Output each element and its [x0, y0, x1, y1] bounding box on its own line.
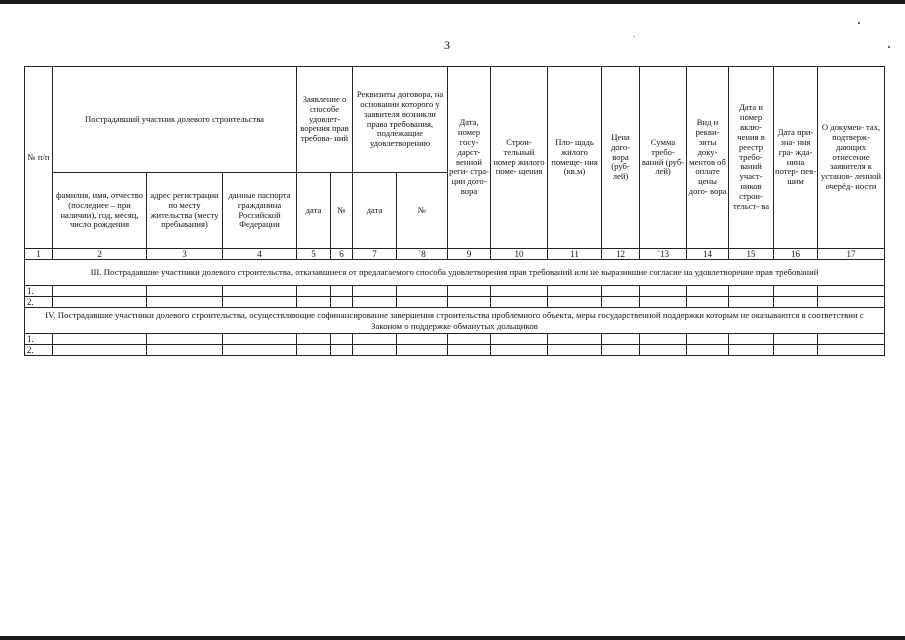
col-header-fio: фамилия, имя, отчество (последнее – при наличии), год, месяц, число рождения	[53, 173, 147, 249]
scan-edge-top	[0, 0, 905, 4]
column-number: `13	[640, 249, 687, 260]
column-number: 14	[687, 249, 729, 260]
column-number: 2	[53, 249, 147, 260]
column-number: 17	[818, 249, 885, 260]
column-number: 9	[448, 249, 491, 260]
scan-speck	[888, 46, 890, 48]
col-header-queue-docs: О докумен- тах, подтверж- дающих отнесение заявителя к установ- ленной очерёд- ности	[818, 67, 885, 249]
row-number: 2.	[25, 345, 53, 356]
scan-edge-bottom	[0, 636, 905, 640]
column-number: 10	[491, 249, 548, 260]
column-number: 11	[548, 249, 602, 260]
column-number: 7	[353, 249, 397, 260]
column-number: 3	[147, 249, 223, 260]
scan-speck	[634, 36, 635, 37]
row-number: 1.	[25, 286, 53, 297]
header-row-1	[25, 67, 885, 173]
table-row	[25, 286, 885, 297]
section-header-row	[25, 308, 885, 334]
column-number: 5	[297, 249, 331, 260]
column-number: 12	[602, 249, 640, 260]
col-header-claim-sum: Сумма требо- ваний (руб- лей)	[640, 67, 687, 249]
table-row	[25, 297, 885, 308]
column-number: 6	[331, 249, 353, 260]
col-header-app-date: дата	[297, 173, 331, 249]
scan-speck	[858, 22, 860, 24]
col-header-passport: данные паспорта гражданина Российской Федерации	[223, 173, 297, 249]
col-header-number: № п/п	[25, 67, 53, 249]
column-number-row	[25, 249, 885, 260]
column-number: 16	[774, 249, 818, 260]
registry-table	[24, 66, 885, 356]
col-header-recognition: Дата при- зна- ния гра- жда- нина потер- пев- шим	[774, 67, 818, 249]
col-header-contract-date: дата	[353, 173, 397, 249]
column-number: 1	[25, 249, 53, 260]
column-number: `8	[397, 249, 448, 260]
col-header-application: Заявление о способе удовлет- ворения прав требова- ний	[297, 67, 353, 173]
col-header-contract-number: №	[397, 173, 448, 249]
col-header-price: Цена дого- вора (руб- лей)	[602, 67, 640, 249]
table-row	[25, 345, 885, 356]
col-header-participant: Пострадавший участник долевого строительства	[53, 67, 297, 173]
column-number: 4	[223, 249, 297, 260]
row-number: 1.	[25, 334, 53, 345]
col-header-registration: Дата, номер госу- дарст- венной реги- стра- ции дого- вора	[448, 67, 491, 249]
col-header-registry: Дата и номер вклю- чения в реестр требо- ваний участ- ников строи- тельст- ва	[729, 67, 774, 249]
row-number: 2.	[25, 297, 53, 308]
section-title-iii: III. Пострадавшие участники долевого строительства, отказавшиеся от предлагаемого способа удовлетворения прав требований или не выразившие согласие на удовлетворение прав требований	[25, 260, 885, 286]
col-header-payment-docs: Вид и рекви- зиты доку- ментов об оплате цены дого- вора	[687, 67, 729, 249]
col-header-contract: Реквизиты договора, на основании которого у заявителя возникли права требования, подлежащие удовлетворению	[353, 67, 448, 173]
table-row	[25, 334, 885, 345]
col-header-app-number: №	[331, 173, 353, 249]
col-header-area: Пло- щадь жилого помеще- ния (кв.м)	[548, 67, 602, 249]
col-header-address: адрес регистрации по месту жительства (месту пребывания)	[147, 173, 223, 249]
section-header-row	[25, 260, 885, 286]
col-header-build-number: Строи- тельный номер жилого поме- щения	[491, 67, 548, 249]
column-number: 15	[729, 249, 774, 260]
page-number: 3	[444, 38, 450, 52]
section-title-iv: IV. Пострадавшие участники долевого строительства, осуществляющие софинансирование завершения строительства проблемного объекта, меры государственной поддержки которым не оказываются в соответствии с Законом о поддержке обманутых дольщиков	[25, 308, 885, 334]
